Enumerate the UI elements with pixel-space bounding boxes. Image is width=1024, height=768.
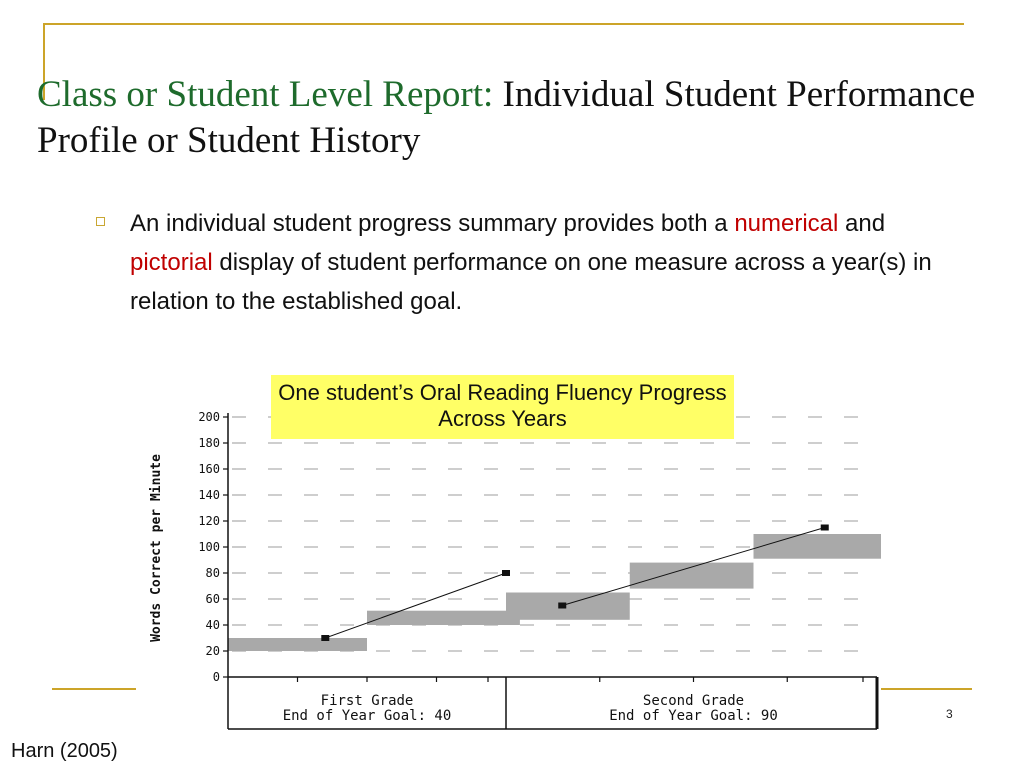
goal-band: [228, 638, 367, 651]
data-point: [502, 570, 510, 576]
goal-band: [506, 593, 630, 620]
bullet-text: [130, 204, 960, 321]
segment-goal-label: End of Year Goal: 90: [609, 708, 778, 724]
y-tick-label: 160: [198, 462, 220, 476]
axes: [198, 410, 877, 729]
bullet-part-3: display of student performance on one measure across a year(s) in relation to the established goal.: [130, 249, 932, 315]
y-tick-label: 40: [205, 618, 220, 632]
y-tick-label: 140: [198, 488, 220, 502]
bullet-part-2: and: [838, 210, 886, 237]
frame-top-line: [43, 23, 964, 25]
y-tick-label: 60: [205, 592, 220, 606]
footer-line-right: [880, 688, 972, 690]
data-point: [558, 603, 566, 609]
y-axis-label: Words Correct per Minute: [149, 454, 164, 642]
progress-line: [325, 573, 506, 638]
footer-line-left: [52, 688, 138, 690]
segment-grade-label: First Grade: [320, 693, 414, 709]
segment-labels: [283, 693, 778, 724]
slide-title: [37, 72, 997, 164]
goal-band: [754, 534, 882, 559]
bullet-part-1: An individual student progress summary provides both a: [130, 210, 735, 237]
fluency-chart: [136, 393, 881, 733]
slide-title-rest: Individual Student Performance Profile or Student History: [37, 74, 976, 161]
data-point: [321, 635, 329, 641]
chart-panel: [136, 393, 881, 733]
y-tick-label: 0: [212, 670, 220, 684]
slide-title-highlight: Class or Student Level Report:: [37, 74, 503, 115]
y-tick-label: 200: [198, 410, 220, 424]
page-number: 3: [946, 707, 953, 721]
goal-bands: [228, 534, 881, 651]
y-tick-label: 20: [205, 644, 220, 658]
goal-band: [630, 563, 754, 589]
y-tick-label: 80: [205, 566, 220, 580]
y-tick-label: 180: [198, 436, 220, 450]
data-point: [821, 525, 829, 531]
chart-title-banner: [271, 375, 734, 439]
segment-grade-label: Second Grade: [642, 693, 745, 709]
pictorial-word: pictorial: [130, 249, 213, 276]
y-tick-label: 120: [198, 514, 220, 528]
bullet-square-icon: [96, 217, 105, 226]
chart-title: One student’s Oral Reading Fluency Progress Across Years: [278, 380, 727, 431]
numerical-word: numerical: [734, 210, 839, 237]
citation: Harn (2005): [11, 740, 118, 762]
progress-line: [562, 528, 825, 606]
y-tick-label: 100: [198, 540, 220, 554]
segment-goal-label: End of Year Goal: 40: [282, 708, 452, 724]
goal-band: [367, 611, 520, 625]
